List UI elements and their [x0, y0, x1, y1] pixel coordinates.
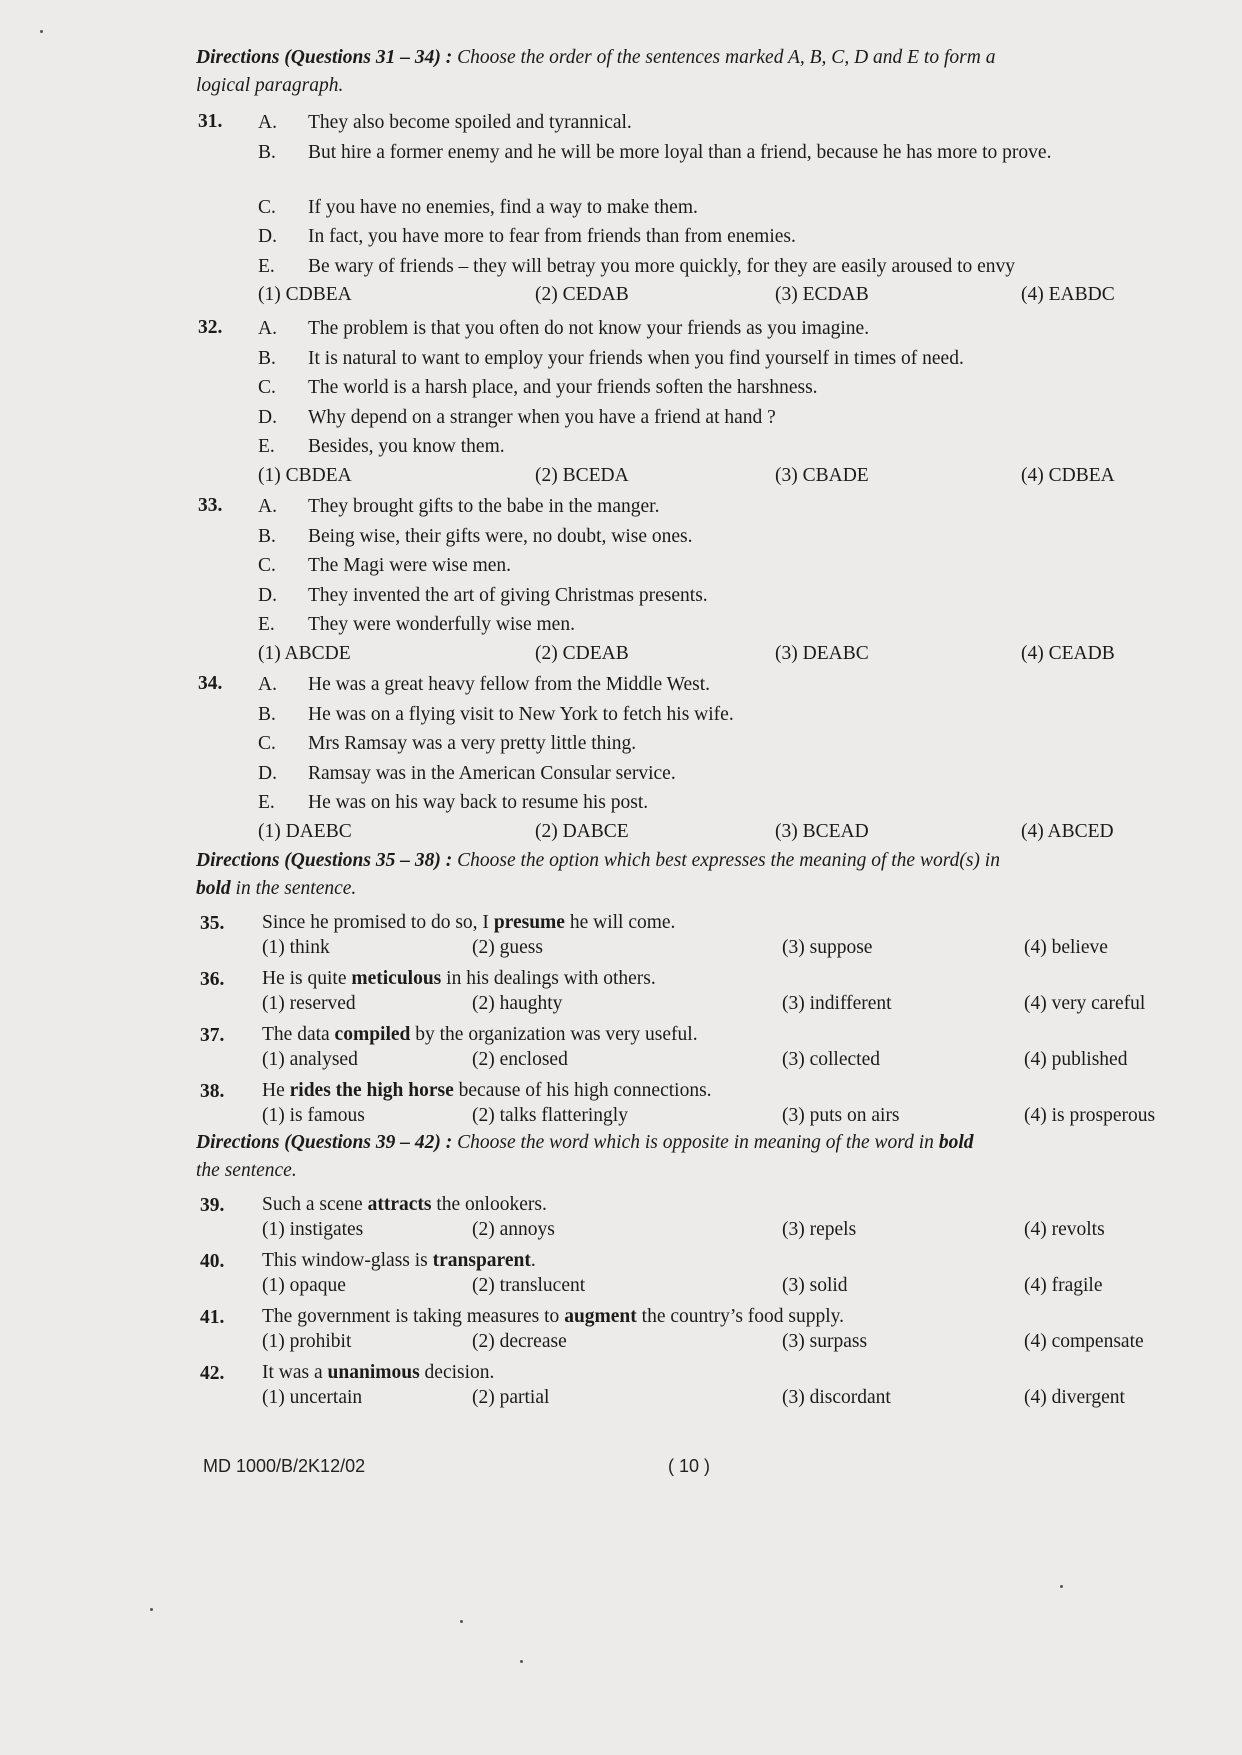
answer-options [262, 1047, 1222, 1073]
question-number: 36. [200, 969, 225, 990]
answer-option[interactable]: (2) talks flatteringly [472, 1105, 628, 1126]
question-stem [262, 1192, 547, 1218]
sentence-row [258, 432, 505, 461]
sentence-letter: D. [258, 406, 277, 428]
directions-label: Directions (Questions 39 – 42) : [196, 1132, 453, 1153]
answer-option[interactable]: (1) prohibit [262, 1331, 352, 1352]
answer-option[interactable]: (1) opaque [262, 1275, 346, 1296]
answer-options [262, 1217, 1222, 1243]
scan-speck [150, 1608, 153, 1611]
question-number: 42. [200, 1363, 225, 1384]
answer-options [258, 640, 1218, 668]
sentence-row [258, 252, 1015, 281]
answer-option[interactable]: (3) puts on airs [782, 1105, 900, 1126]
stem-keyword: augment [564, 1306, 637, 1327]
sentence-row [258, 610, 575, 639]
sentence-text: Mrs Ramsay was a very pretty little thing. [308, 733, 637, 754]
sentence-text: They were wonderfully wise men. [308, 614, 575, 635]
answer-options [262, 991, 1222, 1017]
stem-keyword: unanimous [327, 1362, 420, 1383]
stem-text: . [530, 1250, 536, 1271]
answer-option[interactable]: (3) ECDAB [775, 284, 869, 305]
answer-option[interactable]: (1) analysed [262, 1049, 358, 1070]
answer-option[interactable]: (2) decrease [472, 1331, 567, 1352]
sentence-letter: A. [258, 496, 277, 517]
stem-text: He [262, 1080, 290, 1101]
sentence-text: He was on a flying visit to New York to fetch his wife. [308, 703, 734, 725]
directions-bold-word: bold [196, 878, 231, 899]
question-number: 40. [200, 1251, 225, 1272]
sentence-letter: D. [258, 762, 277, 784]
question-number: 31. [198, 111, 223, 132]
question-stem [262, 1248, 536, 1274]
sentence-letter: C. [258, 733, 276, 754]
sentence-text: He was a great heavy fellow from the Middle West. [308, 674, 711, 695]
stem-text: The data [262, 1024, 335, 1045]
sentence-letter: B. [258, 141, 276, 163]
answer-option[interactable]: (4) CDBEA [1021, 464, 1115, 486]
sentence-text: The Magi were wise men. [308, 555, 512, 576]
stem-text: the onlookers. [431, 1194, 547, 1215]
directions-text-rest: in the sentence. [230, 878, 357, 899]
sentence-row [258, 788, 648, 817]
question-stem [262, 1304, 844, 1330]
sentence-text: Being wise, their gifts were, no doubt, wise ones. [308, 525, 693, 547]
sentence-text: It is natural to want to employ your friends when you find yourself in times of need. [308, 347, 964, 369]
answer-options [262, 935, 1222, 961]
paper-code: MD 1000/B/2K12/02 [203, 1456, 366, 1476]
sentence-row [258, 222, 796, 251]
sentence-row [258, 581, 708, 610]
directions-label: Directions (Questions 31 – 34) : [196, 47, 453, 68]
answer-option[interactable]: (1) instigates [262, 1219, 364, 1240]
answer-option[interactable]: (2) partial [472, 1387, 550, 1408]
answer-option[interactable]: (3) surpass [782, 1331, 868, 1352]
answer-option[interactable]: (1) reserved [262, 993, 356, 1014]
answer-option[interactable]: (3) suppose [782, 937, 873, 958]
answer-option[interactable]: (4) revolts [1024, 1219, 1105, 1240]
stem-text: Such a scene [262, 1194, 368, 1215]
answer-option[interactable]: (4) EABDC [1021, 284, 1115, 305]
answer-option[interactable]: (2) translucent [472, 1275, 586, 1296]
stem-keyword: meticulous [351, 968, 442, 989]
answer-option[interactable]: (4) is prosperous [1024, 1105, 1156, 1126]
stem-text: Since he promised to do so, I [262, 912, 494, 933]
sentence-text: They brought gifts to the babe in the manger. [308, 496, 660, 517]
sentence-letter: A. [258, 674, 277, 695]
question-number: 35. [200, 913, 225, 934]
answer-option[interactable]: (4) published [1024, 1049, 1128, 1070]
sentence-letter: D. [258, 226, 277, 247]
answer-options [262, 1273, 1222, 1299]
answer-option[interactable]: (1) think [262, 937, 330, 958]
sentence-row [258, 108, 632, 137]
sentence-text: Ramsay was in the American Consular service. [308, 762, 676, 784]
answer-option[interactable]: (3) discordant [782, 1387, 891, 1408]
stem-keyword: attracts [367, 1194, 432, 1215]
answer-option[interactable]: (2) haughty [472, 993, 563, 1014]
sentence-row [258, 314, 869, 343]
sentence-text: In fact, you have more to fear from friends than from enemies. [308, 226, 796, 247]
answer-option[interactable]: (4) compensate [1024, 1331, 1144, 1352]
sentence-text: Be wary of friends – they will betray you more quickly, for they are easily aroused to envy [308, 255, 1016, 277]
directions-text-line2: logical paragraph. [196, 75, 344, 96]
answer-option[interactable]: (3) CBADE [775, 464, 869, 486]
sentence-letter: E. [258, 436, 275, 457]
sentence-text: Why depend on a stranger when you have a friend at hand ? [308, 406, 776, 428]
answer-option[interactable]: (2) annoys [472, 1219, 555, 1240]
sentence-text: If you have no enemies, find a way to make them. [308, 196, 698, 218]
answer-option[interactable]: (4) believe [1024, 937, 1108, 958]
directions-bold-word: bold [938, 1132, 974, 1153]
sentence-text: The problem is that you often do not know your friends as you imagine. [308, 318, 870, 339]
sentence-letter: E. [258, 792, 275, 813]
sentence-text: The world is a harsh place, and your friends soften the harshness. [308, 377, 818, 398]
answer-option[interactable]: (4) CEADB [1021, 642, 1115, 664]
stem-keyword: transparent [432, 1250, 531, 1271]
question-number: 33. [198, 495, 223, 516]
sentence-row [258, 759, 676, 788]
sentence-letter: E. [258, 614, 275, 635]
directions-31-34 [196, 44, 1216, 100]
sentence-row [258, 344, 964, 373]
directions-35-38 [196, 847, 1216, 903]
answer-option[interactable]: (1) DAEBC [258, 820, 352, 842]
answer-option[interactable]: (3) indifferent [782, 993, 892, 1014]
answer-option[interactable]: (1) ABCDE [258, 642, 351, 664]
answer-option[interactable]: (1) uncertain [262, 1387, 363, 1408]
sentence-row [258, 729, 636, 758]
sentence-text: But hire a former enemy and he will be more loyal than a friend, because he has more to prove. [308, 141, 1052, 163]
question-stem [262, 1078, 712, 1104]
stem-text: in his dealings with others. [441, 968, 656, 989]
answer-option[interactable]: (3) BCEAD [775, 820, 869, 842]
sentence-text: They also become spoiled and tyrannical. [308, 112, 632, 133]
answer-option[interactable]: (4) divergent [1024, 1387, 1125, 1408]
question-number: 39. [200, 1195, 225, 1216]
sentence-letter: B. [258, 347, 276, 369]
directions-text: Choose the option which best expresses the meaning of the word(s) in [457, 850, 1000, 871]
stem-text: This window-glass is [262, 1250, 433, 1271]
question-stem [262, 1022, 698, 1048]
answer-option[interactable]: (2) guess [472, 937, 543, 958]
sentence-text: He was on his way back to resume his post. [308, 792, 649, 813]
question-number: 32. [198, 317, 223, 338]
answer-option[interactable]: (4) ABCED [1021, 820, 1114, 842]
answer-option[interactable]: (3) DEABC [775, 642, 869, 664]
answer-option[interactable]: (2) CEDAB [535, 284, 629, 305]
directions-text-line2: the sentence. [196, 1160, 297, 1181]
sentence-letter: D. [258, 584, 277, 606]
answer-option[interactable]: (1) CBDEA [258, 464, 352, 486]
stem-text: The government is taking measures to [262, 1306, 565, 1327]
stem-keyword: compiled [334, 1024, 411, 1045]
sentence-row [258, 492, 659, 521]
sentence-text: They invented the art of giving Christmas presents. [308, 584, 708, 606]
sentence-row [258, 522, 693, 551]
directions-text: Choose the order of the sentences marked A, B, C, D and E to form a [457, 47, 996, 68]
answer-option[interactable]: (4) very careful [1024, 993, 1146, 1014]
sentence-letter: A. [258, 112, 277, 133]
sentence-row [258, 193, 698, 222]
question-stem [262, 966, 656, 992]
directions-39-42 [196, 1129, 1216, 1185]
sentence-row [258, 373, 818, 402]
scan-speck [460, 1620, 463, 1623]
sentence-text: Besides, you know them. [308, 436, 505, 457]
stem-text: by the organization was very useful. [410, 1024, 698, 1045]
sentence-letter: E. [258, 255, 275, 277]
sentence-row [258, 700, 734, 729]
question-stem [262, 910, 675, 936]
answer-options [262, 1103, 1222, 1129]
sentence-letter: B. [258, 703, 276, 725]
scan-speck [40, 30, 43, 33]
stem-text: decision. [419, 1362, 495, 1383]
question-number: 41. [200, 1307, 225, 1328]
answer-option[interactable]: (3) solid [782, 1275, 848, 1296]
question-number: 38. [200, 1081, 225, 1102]
stem-text: he will come. [564, 912, 676, 933]
question-stem [262, 1360, 494, 1386]
sentence-letter: A. [258, 318, 277, 339]
answer-options [258, 462, 1218, 490]
answer-option[interactable]: (1) is famous [262, 1105, 365, 1126]
answer-option[interactable]: (2) CDEAB [535, 642, 629, 664]
sentence-row [258, 138, 1218, 167]
sentence-row [258, 551, 511, 580]
answer-options [262, 1329, 1222, 1355]
stem-text: because of his high connections. [453, 1080, 712, 1101]
stem-keyword: presume [493, 912, 565, 933]
sentence-row [258, 670, 710, 699]
answer-options [258, 281, 1218, 309]
stem-keyword: rides the high horse [289, 1080, 454, 1101]
answer-option[interactable]: (3) collected [782, 1049, 880, 1070]
answer-option[interactable]: (2) DABCE [535, 820, 629, 842]
sentence-letter: B. [258, 525, 276, 547]
question-number: 34. [198, 673, 223, 694]
page-number: ( 10 ) [668, 1456, 711, 1476]
sentence-letter: C. [258, 555, 276, 576]
stem-text: It was a [262, 1362, 328, 1383]
answer-option[interactable]: (2) enclosed [472, 1049, 568, 1070]
scan-speck [520, 1660, 523, 1663]
directions-label: Directions (Questions 35 – 38) : [196, 850, 453, 871]
answer-option[interactable]: (2) BCEDA [535, 464, 629, 486]
answer-options [262, 1385, 1222, 1411]
answer-option[interactable]: (4) fragile [1024, 1275, 1103, 1296]
scan-speck [1060, 1585, 1063, 1588]
question-number: 37. [200, 1025, 225, 1046]
stem-text: the country’s food supply. [636, 1306, 845, 1327]
answer-options [258, 818, 1218, 846]
directions-text: Choose the word which is opposite in meaning of the word in [457, 1132, 934, 1153]
answer-option[interactable]: (3) repels [782, 1219, 857, 1240]
answer-option[interactable]: (1) CDBEA [258, 284, 352, 305]
stem-text: He is quite [262, 968, 352, 989]
sentence-row [258, 403, 776, 432]
sentence-letter: C. [258, 196, 276, 218]
sentence-letter: C. [258, 377, 276, 398]
